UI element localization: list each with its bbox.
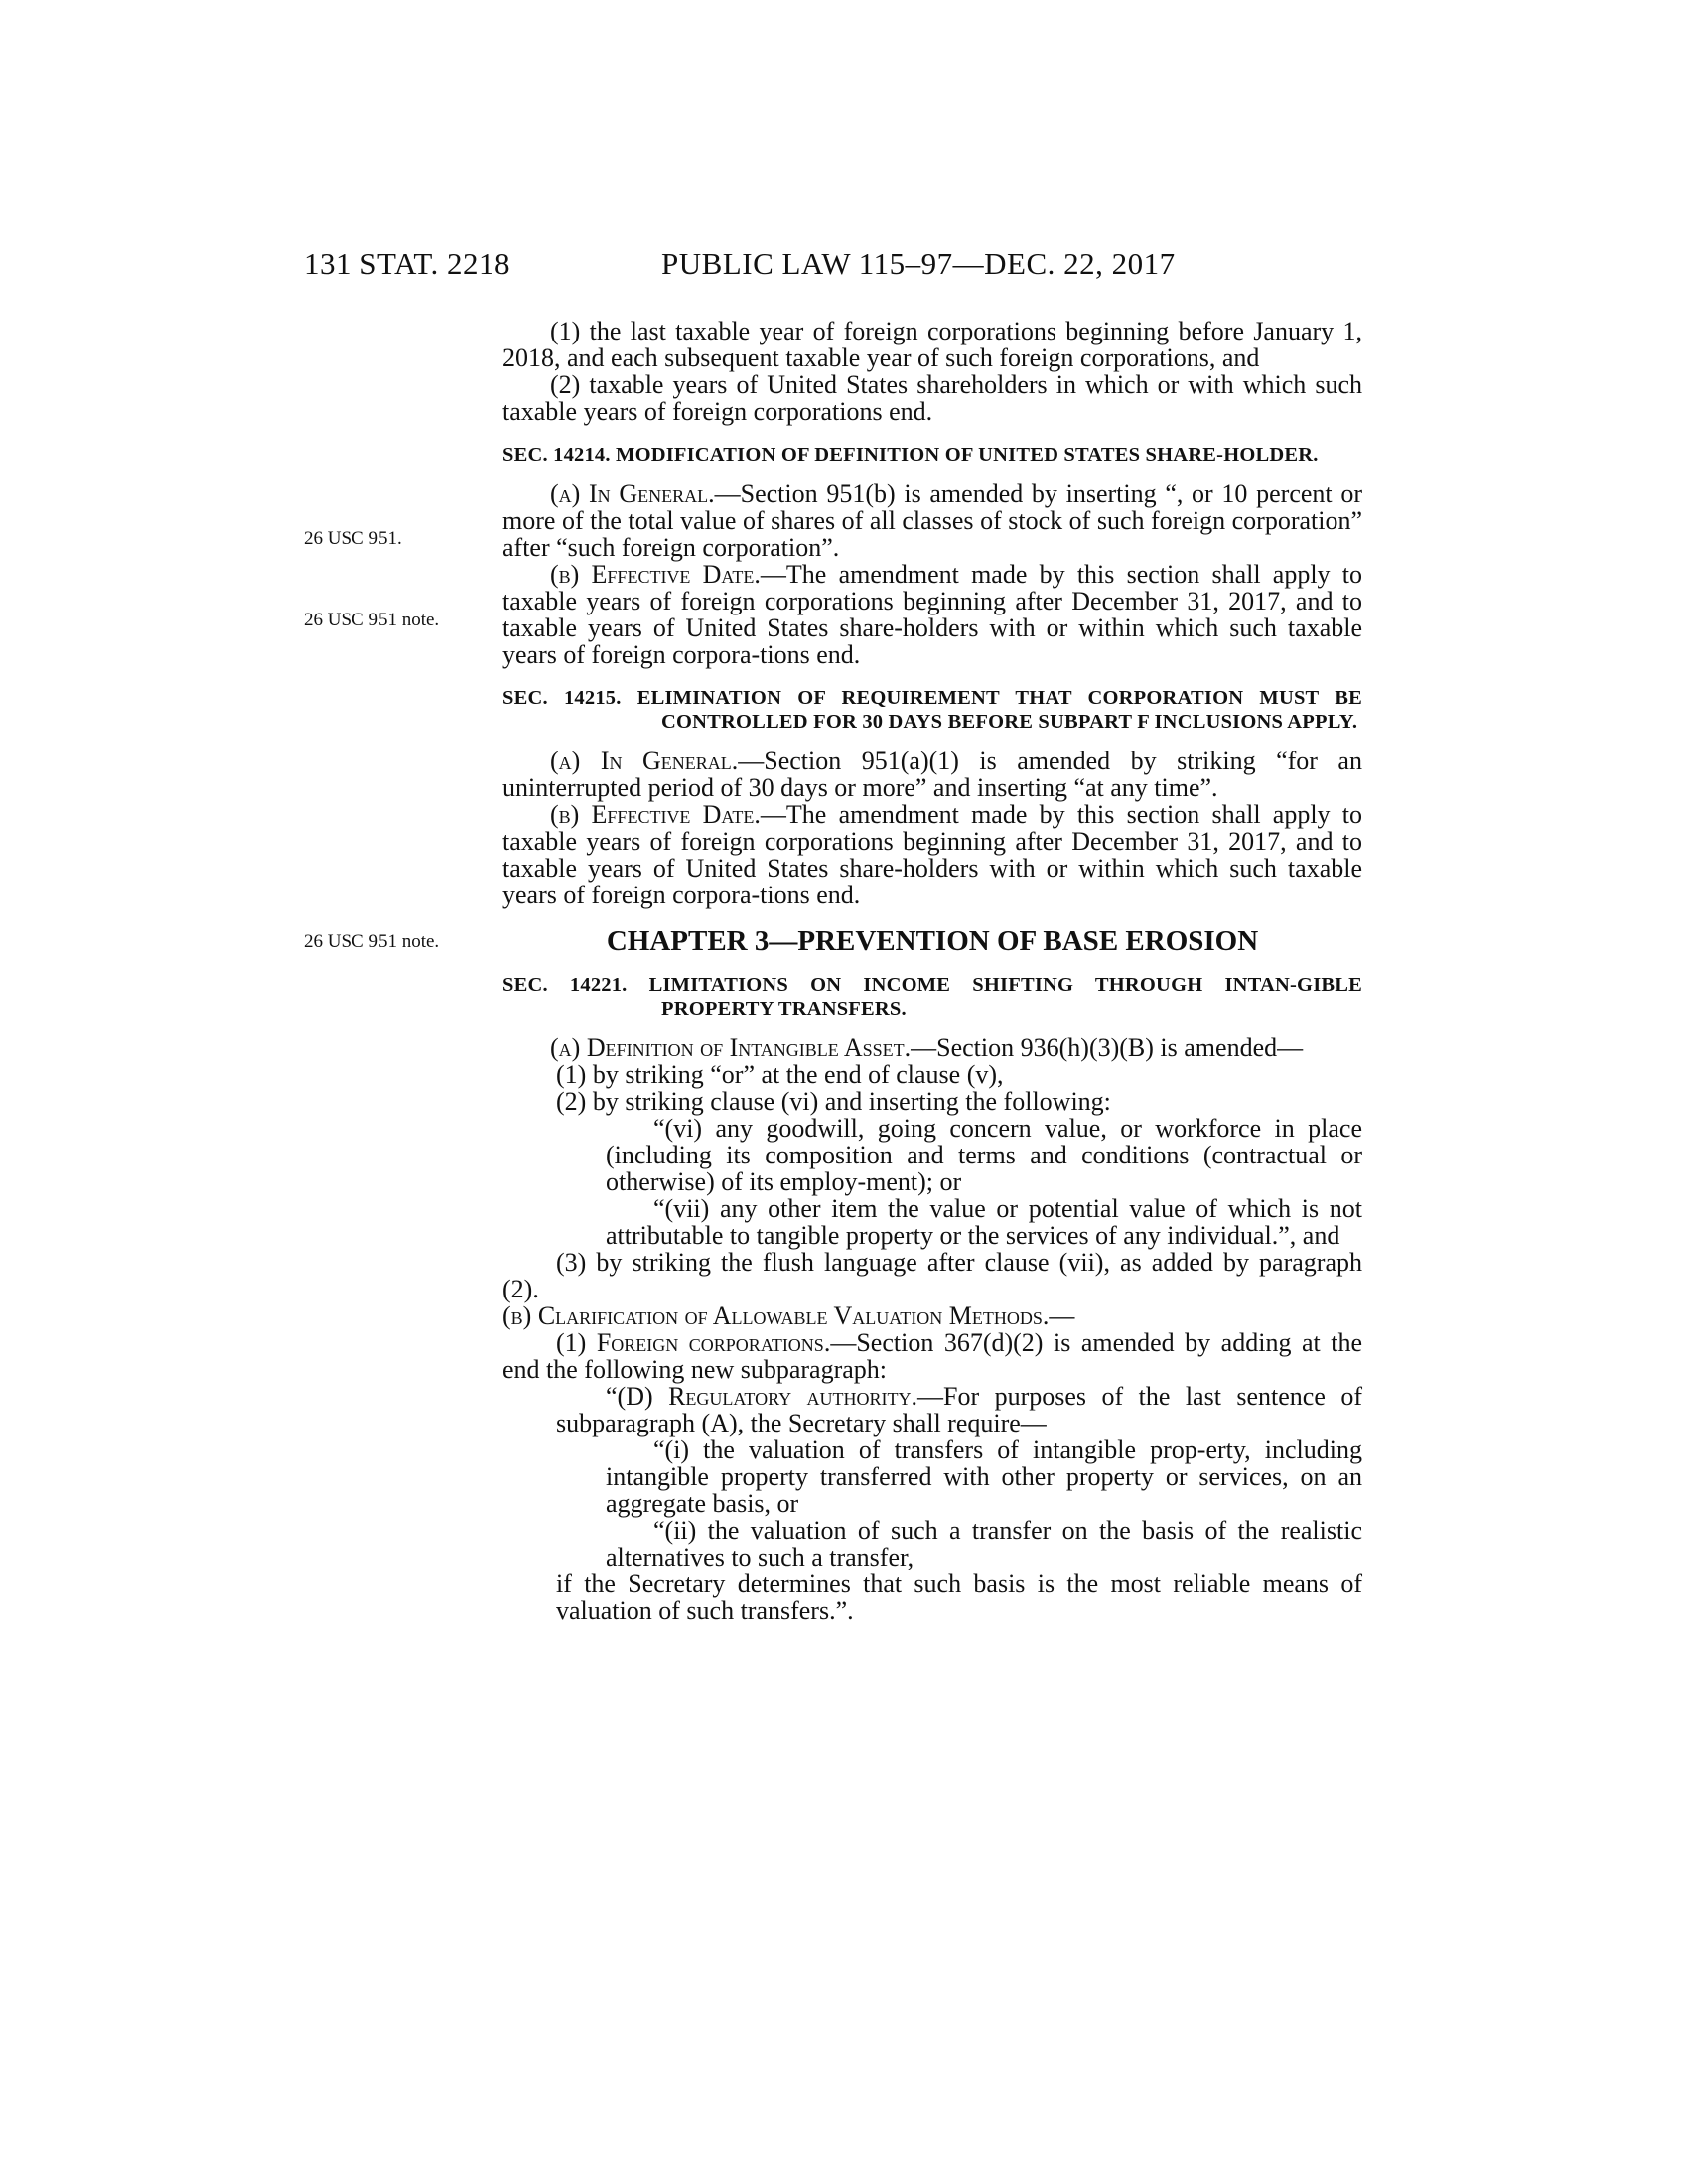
paragraph	[502, 1034, 1362, 1061]
quoted-clause-text: “(vi) any goodwill, going concern value, or workforce in place (including its composition and terms and conditions (contractual or otherwise) of its employ-ment); or	[606, 1114, 1362, 1196]
paragraph: (3) by striking the flush language after clause (vii), as added by paragraph (2).	[502, 1248, 1362, 1303]
paragraph: (1) by striking “or” at the end of clause (v),	[556, 1060, 1004, 1089]
paragraph-lead: (1) Foreign corporations.	[556, 1328, 831, 1357]
paragraph-lead: “(D) Regulatory authority.	[606, 1382, 918, 1411]
paragraph-text: —For purposes of the last sentence of subparagraph (A), the Secretary shall require—	[556, 1382, 1362, 1437]
section-heading: SEC. 14221. LIMITATIONS ON INCOME SHIFTING THROUGH INTAN-GIBLE PROPERTY TRANSFERS.	[502, 974, 1362, 1020]
section-heading: SEC. 14215. ELIMINATION OF REQUIREMENT THAT CORPORATION MUST BE CONTROLLED FOR 30 DAYS BEFORE SUBPART F INCLUSIONS APPLY.	[502, 687, 1362, 733]
margin-note: 26 USC 951 note.	[304, 610, 440, 630]
paragraph-text: —Section 936(h)(3)(B) is amended—	[911, 1033, 1304, 1062]
paragraph-text: —The amendment made by this section shall apply to taxable years of foreign corporations beginning after December 31, 2017, and to taxable years of United States share-holders with or within which such taxable years of foreign corpora-tions end.	[502, 800, 1362, 909]
paragraph-text: —The amendment made by this section shall apply to taxable years of foreign corporations beginning after December 31, 2017, and to taxable years of United States share-holders with or within which such taxable years of foreign corpora-tions end.	[502, 560, 1362, 669]
paragraph: (2) by striking clause (vi) and inserting the following:	[556, 1087, 1111, 1116]
paragraph-lead: (b) Effective Date.	[550, 560, 761, 589]
quoted-clause	[502, 1195, 1362, 1249]
quoted-clause: “(ii) the valuation of such a transfer on the basis of the realistic alternatives to such a transfer,	[606, 1516, 1362, 1571]
paragraph-lead: (a) In General.	[550, 479, 715, 508]
paragraph: if the Secretary determines that such basis is the most reliable means of valuation of such transfers.”.	[556, 1570, 1362, 1625]
quoted-clause	[502, 1115, 1362, 1195]
chapter-heading: CHAPTER 3—PREVENTION OF BASE EROSION	[606, 925, 1259, 957]
paragraph-lead: (a) In General.	[550, 747, 739, 775]
paragraph-text: —Section 367(d)(2) is amended by adding at the end the following new subparagraph:	[502, 1328, 1362, 1384]
quoted-clause: “(i) the valuation of transfers of intangible prop-erty, including intangible property transferred with other property or services, on an aggregate basis, or	[606, 1435, 1362, 1518]
paragraph-lead: (a) Definition of Intangible Asset.	[550, 1033, 912, 1062]
quoted-clause-text: “(vii) any other item the value or potential value of which is not attributable to tangible property or the services of any individual.”, and	[606, 1194, 1362, 1250]
paragraph: (2) taxable years of United States shareholders in which or with which such taxable years of foreign corporations end.	[502, 370, 1362, 426]
paragraph	[502, 480, 1362, 561]
paragraph-text: —Section 951(a)(1) is amended by striking “for an uninterrupted period of 30 days or more” and inserting “at any time”.	[502, 747, 1362, 802]
body-column	[502, 318, 1362, 1624]
margin-note: 26 USC 951.	[304, 528, 402, 549]
paragraph-lead: (b) Clarification of Allowable Valuation Methods.	[502, 1301, 1050, 1330]
paragraph-text: —	[1049, 1301, 1075, 1330]
paragraph	[502, 561, 1362, 668]
running-header-title: PUBLIC LAW 115–97—DEC. 22, 2017	[661, 246, 1176, 281]
margin-note: 26 USC 951 note.	[304, 931, 440, 952]
paragraph: (1) the last taxable year of foreign corporations beginning before January 1, 2018, and each subsequent taxable year of such foreign corporations, and	[502, 317, 1362, 372]
paragraph	[502, 1302, 1362, 1329]
paragraph	[502, 1383, 1362, 1436]
paragraph-lead: (b) Effective Date.	[550, 800, 761, 829]
paragraph	[502, 801, 1362, 908]
page-citation: 131 STAT. 2218	[304, 246, 511, 281]
paragraph	[502, 1329, 1362, 1383]
paragraph	[502, 748, 1362, 801]
section-heading: SEC. 14214. MODIFICATION OF DEFINITION OF UNITED STATES SHARE-HOLDER.	[502, 444, 1319, 466]
paragraph-text: —Section 951(b) is amended by inserting “, or 10 percent or more of the total value of shares of all classes of stock of such foreign corporation” after “such foreign corporation”.	[502, 479, 1362, 562]
